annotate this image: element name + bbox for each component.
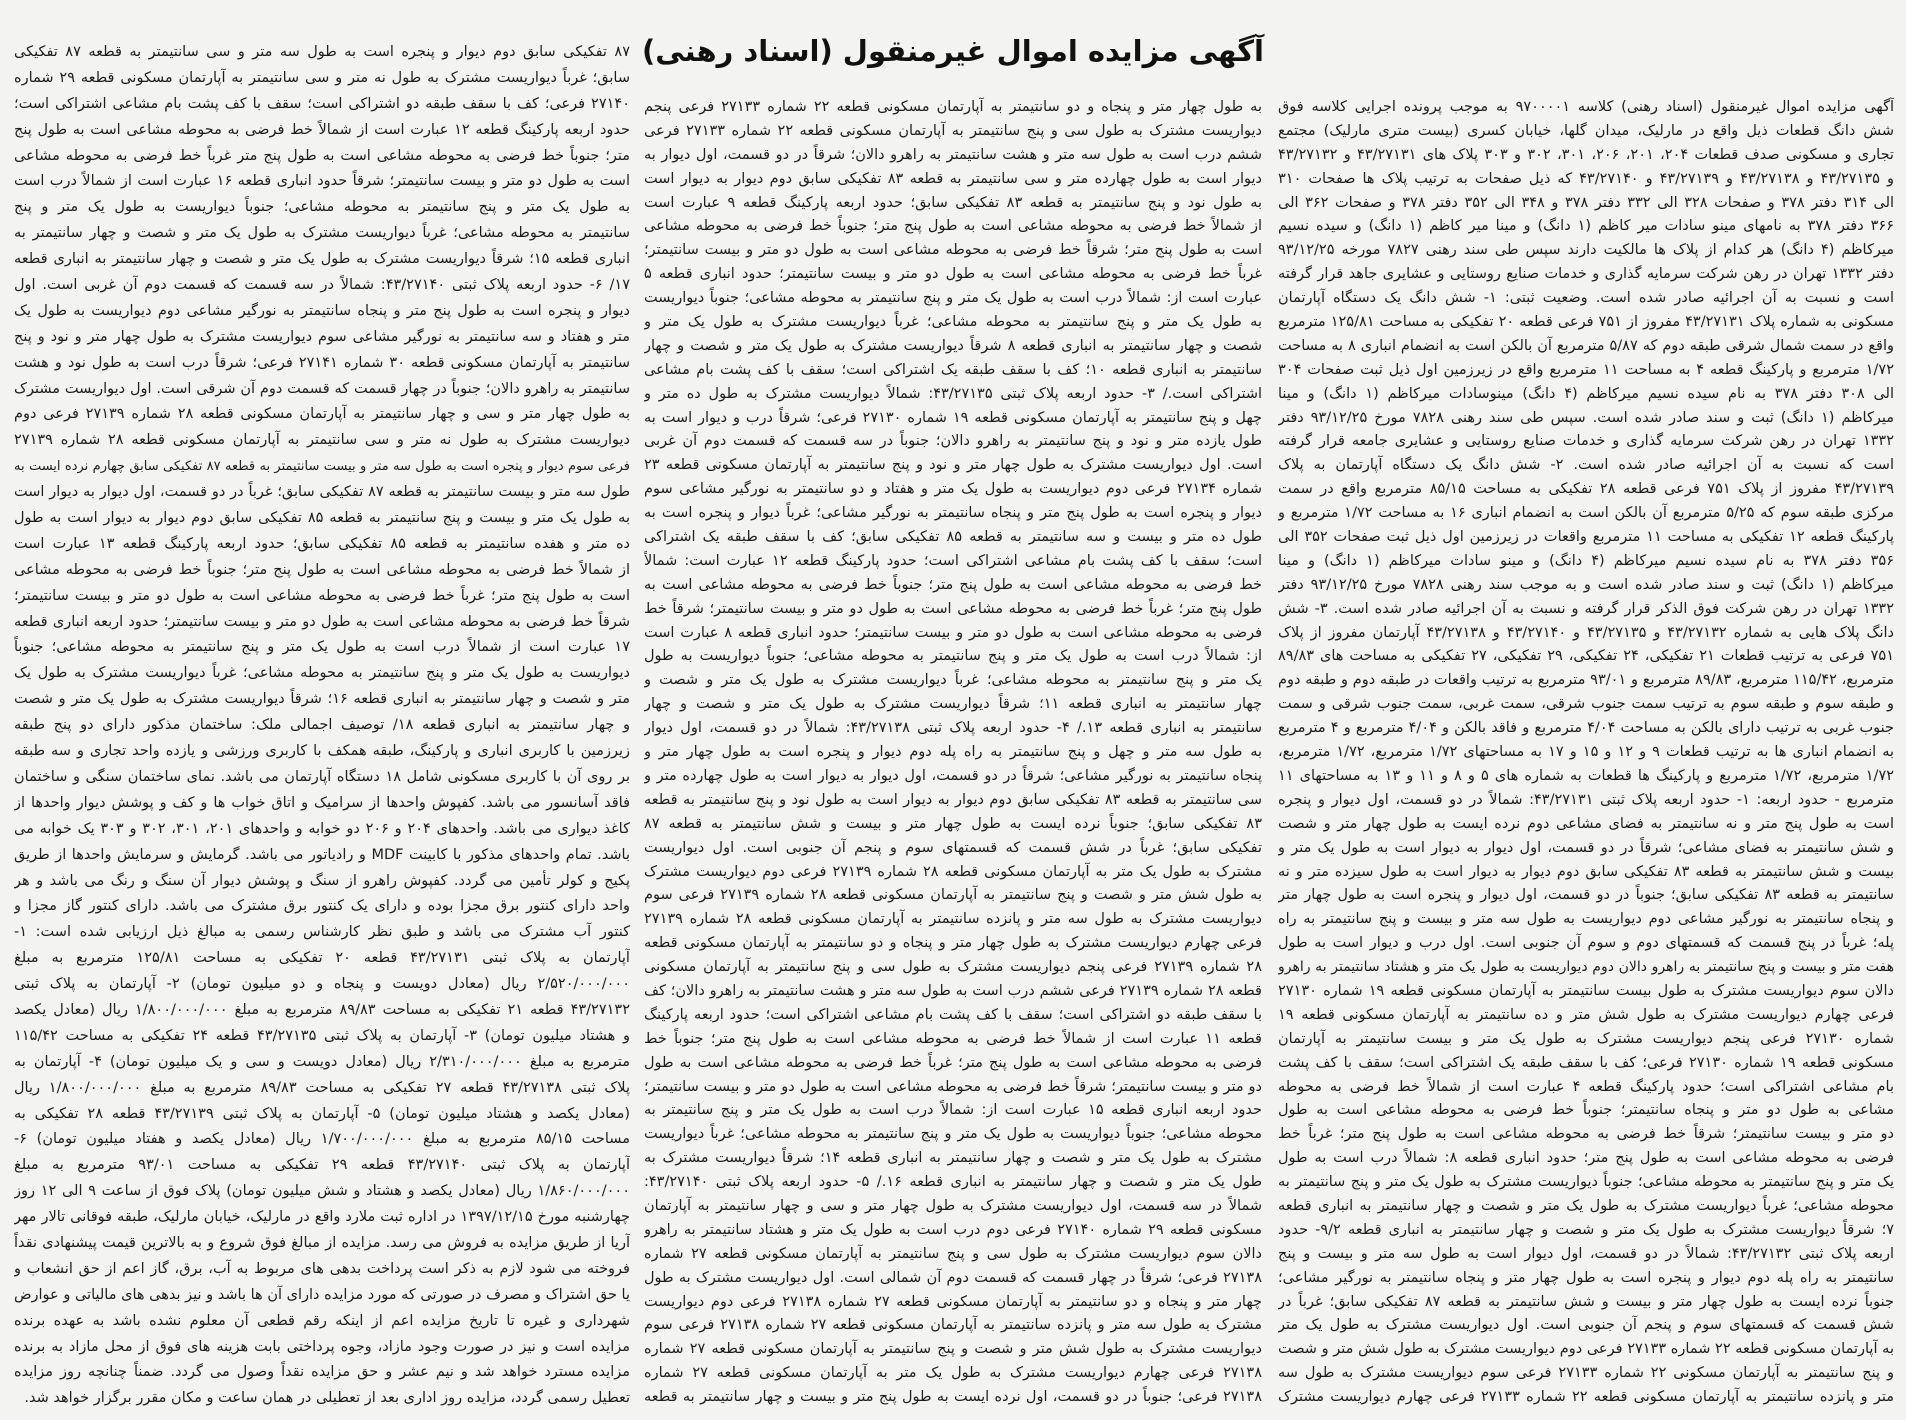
- notice-line: مشترک به طول یک متر و شصت و چهار سانتیمتر به انباری قطعه ۱۴؛ شرقاً دیواریست مشترک به: [644, 1150, 1262, 1167]
- notice-line: سانتیمتر به قطعه ۸۳ تفکیکی سابق؛ جنوباً در دو قسمت، اول دیوار و پنجره است به طول چهار متر: [1278, 887, 1894, 904]
- notice-line: شمالاً در سه قسمت، اول دیواریست مشترک به طول چهار متر و سی و چهار سانتیمتر به آپارتمان: [644, 1197, 1262, 1214]
- notice-line: هفت متر و بیست و پنج سانتیمتر به راهرو دالان دوم دیواریست به طول یک متر و هشتاد سانتیمتر به راهرو: [1278, 959, 1894, 976]
- notice-line: چهارشنبه مورخ ۱۳۹۷/۱۲/۱۵ در اداره ثبت ملارد واقع در مارلیک، خیابان مارلیک، طبقه فوقانی تالار مهر: [14, 1209, 630, 1226]
- notice-line: ۳۶۶ دفتر ۳۷۸ به نامهای مینو سادات میر کاظم (۱ دانگ) و مینا میر کاظم (۱ دانگ) و سیده نسیم: [1278, 218, 1894, 235]
- notice-line: مترمربع به مبلغ ۲/۳۱۰/۰۰۰/۰۰۰ ریال (معادل دویست و سی و یک میلیون تومان) ۴- آپارتمان به: [14, 1053, 630, 1070]
- notice-line: سانتیمتر به محوطه مشاعی؛ غرباً دیواریست مشترک به طول یک متر و شصت و چهار سانتیمتر به: [14, 225, 630, 242]
- notice-line: متر و هفتاد و سه سانتیمتر به نورگیر مشاعی سوم دیواریست مشترک به طول چهار متر و نود و پنج: [14, 328, 630, 345]
- notice-line: و پنجاه سانتیمتر به نورگیر مشاعی دوم دیواریست به طول سه متر و بیست و پنج سانتیمتر به راه: [1278, 911, 1894, 928]
- notice-line: مسکونی قطعه ۱۹ شماره ۲۷۱۳۰ فرعی؛ کف با سقف طبقه یک اشتراکی است؛ سقف با کف پشت: [1278, 1054, 1894, 1071]
- notice-line: میرکاظم (۱ دانگ) ثبت و سند صادر شده است. سپس طی سند رهنی ۷۸۲۸ مورخ ۹۳/۱۲/۲۵ دفتر: [1278, 409, 1894, 426]
- notice-line: شش دانگ قطعات ذیل واقع در مارلیک، میدان گلها، خیابان کسری (بیست متری مارلیک) مجتمع: [1278, 122, 1894, 139]
- notice-line: مرکزی طبقه سوم که ۵/۲۵ مترمربع آن بالکن است به انضمام انباری ۱۶ به مساحت ۱/۷۲ مترمربع و: [1278, 505, 1894, 522]
- notice-line: چهار سانتیمتر به انباری قطعه ۱۱؛ شرقاً دیواریست مشترک به طول یک متر و شصت و چهار: [644, 696, 1262, 713]
- notice-column-middle: [644, 96, 1262, 1410]
- notice-line: اربعه پلاک ثبتی ۴۳/۲۷۱۳۲: شمالاً در دو قسمت، اول دیوار است به طول سه متر و بیست و پنج: [1278, 1245, 1894, 1262]
- notice-line: شش قسمت که قسمتهای سوم و پنجم آن جنوبی است. اول دیواریست مشترک به طول یک متر: [1278, 1317, 1894, 1334]
- notice-line: تجاری و مسکونی صدف قطعات ۲۰۴، ۲۰۱، ۲۰۶، ۳۰۱، ۳۰۲ و ۳۰۳ پلاک های ۴۳/۲۷۱۳۱ و ۴۳/۲۷۱۳۲: [1278, 146, 1894, 163]
- notice-line: الی ۳۱۴ دفتر ۳۷۸ و صفحات ۳۲۸ الی ۳۳۲ دفتر ۳۷۸ و ۳۴۸ الی ۳۵۲ دفتر ۳۷۸ و صفحات ۳۶۲ الی: [1278, 194, 1894, 211]
- notice-line: دالان سوم دیواریست مشترک به طول بیست سانتیمتر به آپارتمان مسکونی قطعه ۱۹ شماره ۲۷۱۳۰: [1278, 982, 1894, 999]
- notice-line: تفکیکی سابق؛ غرباً در شش قسمت که قسمتهای سوم و پنجم آن جنوبی است. اول دیواریست: [644, 839, 1262, 856]
- notice-line: ۱/۷۲ مترمربع، ۱/۷۲ مترمربع و پارکینگ ها قطعات به شماره های ۵ و ۸ و ۱۱ و ۱۳ به مساحتهای ۱۱: [1278, 767, 1894, 784]
- notice-line: تعطیل رسمی گردد، مزایده روز اداری بعد از تعطیلی در همان ساعت و مکان مقرر برگزار خواهد شد.: [24, 1390, 630, 1407]
- notice-line: و طبقه سوم و طبقه سوم به ترتیب سمت جنوب شرقی، سمت غربی، سمت جنوب شرقی و سمت: [1278, 696, 1894, 713]
- notice-line: سانتیمتر به انباری قطعه ۱۰؛ کف با سقف طبقه یک اشتراکی است؛ سقف با کف پشت بام مشاعی: [644, 361, 1262, 378]
- notice-line: به طول شش متر و شصت و پنج سانتیمتر به آپارتمان مسکونی قطعه ۲۸ شماره ۲۷۱۳۹ فرعی سوم: [644, 887, 1262, 904]
- notice-line: کاغذ دیواری می باشد. واحدهای ۲۰۴ و ۲۰۶ دو خوابه و واحدهای ۲۰۱، ۳۰۱، ۳۰۲ و ۳۰۳ یک خوابه می: [14, 820, 630, 837]
- notice-line: مساحت ۸۵/۱۵ مترمربع به مبلغ ۱/۷۰۰/۰۰۰/۰۰۰ ریال (معادل یکصد و هفتاد میلیون تومان) ۶-: [14, 1131, 630, 1148]
- notice-line: دیوار است به طول چهارده متر و سی سانتیمتر به قطعه ۸۳ تفکیکی سابق دوم دیوار به دیوار است: [644, 170, 1262, 187]
- notice-line: شصت و چهار سانتیمتر به انباری قطعه ۸ شرقاً دیواریست مشترک به طول یک متر و شصت و چهار: [644, 337, 1262, 354]
- notice-line: دو متر و بیست سانتیمتر؛ شرقاً خط فرضی به محوطه مشاعی است به طول دو متر و بیست سانتیمتر؛: [644, 1078, 1262, 1095]
- notice-line: حدود اربعه انباری قطعه ۱۵ عبارت است از: شمالاً درب است به طول یک متر و پنج سانتیمتر به: [644, 1102, 1262, 1119]
- notice-line: مسکونی قطعه ۲۹ شماره ۲۷۱۴۰ فرعی دوم درب است به طول یک متر و هشتاد سانتیمتر به راهرو: [644, 1221, 1262, 1238]
- notice-line: از شمالاً خط فرضی به محوطه مشاعی است به طول پنج متر؛ جنوباً خط فرضی به محوطه مشاعی: [644, 218, 1262, 235]
- notice-line: فرعی چهارم دیواریست مشترک به طول شش متر و ده سانتیمتر به آپارتمان مسکونی قطعه ۱۹: [1278, 1006, 1894, 1023]
- notice-line: دیوار و پنجره است به طول پنج متر و پنجاه سانتیمتر به نورگیر مشاعی؛ غرباً دیوار و پنجره است به: [644, 505, 1262, 522]
- notice-line: بیست و شش سانتیمتر به قطعه ۸۳ تفکیکی سابق دوم دیوار به دیوار است به طول سیزده متر و نه: [1278, 863, 1894, 880]
- notice-line: ۲۷۱۳۸ فرعی؛ جنوباً در دو قسمت، اول نرده ایست به طول پنج متر و بیست و چهار سانتیمتر به قطعه: [644, 1389, 1262, 1406]
- notice-line: مشاعی به طول دو متر و پنجاه سانتیمتر؛ جنوباً خط فرضی به محوطه مشاعی است به طول: [1278, 1102, 1894, 1119]
- notice-line: به طول یک متر و پنج سانتیمتر به محوطه مشاعی؛ غرباً دیواریست مشترک به طول یک متر و: [644, 314, 1262, 331]
- notice-line: متر؛ جنوباً خط فرضی به محوطه مشاعی است به طول پنج متر غرباً خط فرضی به محوطه مشاعی: [14, 147, 630, 164]
- notice-line: پکیج و کولر تأمین می گردد. کفپوش راهرو از سنگ و پوشش دیوار آن سنگ و رنگ می باشد و هر: [14, 872, 630, 889]
- notice-line: شماره ۲۷۱۳۰ فرعی پنجم دیواریست مشترک به طول یک متر و بیست سانتیمتر به آپارتمان: [1278, 1030, 1894, 1047]
- notice-line: الی ۳۰۸ دفتر ۳۷۸ به نام سیده نسیم میرکاظم (۴ دانگ) مینوسادات میرکاظم (۱ دانگ) و مینا: [1278, 385, 1894, 402]
- notice-line: ۳۵۶ دفتر ۳۷۸ به نام سیده نسیم میرکاظم (۴ دانگ) و مینو سادات میرکاظم (۱ دانگ) و مینا: [1278, 552, 1894, 569]
- notice-line: آپارتمان به پلاک ثبتی ۴۳/۲۷۱۳۱ قطعه ۲۰ تفکیکی به مساحت ۱۲۵/۸۱ مترمربع به مبلغ: [14, 950, 630, 967]
- notice-line: ۲/۵۲۰/۰۰۰/۰۰۰ ریال (معادل دویست و پنجاه و دو میلیون تومان) ۲- آپارتمان به پلاک ثبتی: [14, 976, 630, 993]
- notice-line: سابق؛ غرباً دیواریست مشترک به طول نه متر و سی سانتیمتر به آپارتمان مسکونی قطعه ۲۹ شماره: [14, 69, 630, 86]
- notice-line: طول یک متر و شصت و چهار سانتیمتر به انباری قطعه ۱۶./ ۵- حدود اربعه پلاک ثبتی ۴۳/۲۷۱۴۰:: [644, 1174, 1262, 1191]
- notice-line: ۲۸ شماره ۲۷۱۳۹ فرعی پنجم دیواریست مشترک به طول سی و پنج سانتیمتر به آپارتمان مسکونی: [644, 959, 1262, 976]
- notice-line: ۲۷۱۳۸ فرعی چهارم دیواریست مشترک به طول یک متر به آپارتمان مسکونی قطعه ۲۷ شماره: [644, 1365, 1262, 1382]
- notice-line: به طول یک متر و پنج سانتیمتر به محوطه مشاعی؛ جنوباً دیواریست به طول یک متر و پنج: [14, 199, 630, 216]
- notice-line: به طول یک متر و بیست و پنج سانتیمتر به قطعه ۸۵ تفکیکی سابق دوم دیوار به دیوار است به طول: [14, 510, 630, 527]
- notice-line: پنجاه سانتیمتر به نورگیر مشاعی؛ شرقاً در دو قسمت، اول دیوار به دیوار است به طول چهارده متر و: [644, 767, 1262, 784]
- notice-line: میرکاظم (۱ دانگ) ثبت و سند صادر شده است و به موجب سند رهنی ۷۸۲۸ مورخ ۹۳/۱۲/۲۵ دفتر: [1278, 576, 1894, 593]
- notice-line: دفتر ۱۳۳۲ تهران در رهن شرکت سرمایه گذاری و خدمات صنایع روستایی و عشایری جاهد قرار گرفته: [1278, 266, 1894, 283]
- notice-line: دانگ پلاک هایی به شماره ۴۳/۲۷۱۳۲ و ۴۳/۲۷۱۳۵ و ۴۳/۲۷۱۴۰ و ۴۳/۲۷۱۳۸ آپارتمان مفروز از پلاک: [1278, 624, 1894, 641]
- notice-line: فروخته می شود لازم به ذکر است پرداخت بدهی های مربوط به آب، برق، گاز اعم از حق انشعاب و: [14, 1260, 630, 1277]
- notice-line: باشد. تمام واحدهای مذکور با کابینت MDF و رادیاتور می باشد. گرمایش و سرمایش واحدها از طریق: [14, 846, 630, 863]
- notice-line: دیواریست مشترک به طول شش متر و شصت و پنج سانتیمتر به آپارتمان مسکونی قطعه ۲۷ شماره: [644, 1341, 1262, 1358]
- notice-line: طول یازده متر و نود و پنج سانتیمتر به راهرو دالان؛ جنوباً در سه قسمت که قسمت دوم آن غربی: [644, 433, 1262, 450]
- notice-line: مترمربع، ۱۱۵/۴۲ مترمربع، ۸۹/۸۳ مترمربع و ۹۳/۰۱ مترمربع به ترتیب واقعات در طبقه دوم و طبقه دوم: [1278, 672, 1894, 689]
- notice-line: جنوباً نرده ایست به طول چهار متر و بیست و شش سانتیمتر به قطعه ۸۷ تفکیکی سابق؛ غرباً در: [1278, 1293, 1894, 1310]
- notice-line: و هشتاد میلیون تومان) ۳- آپارتمان به پلاک ثبتی ۴۳/۲۷۱۳۵ قطعه ۲۴ تفکیکی به مساحت ۱۱۵/۴۲: [14, 1027, 630, 1044]
- notice-line: بام مشاعی اشتراکی است؛ حدود پارکینگ قطعه ۴ عبارت است از شمالاً خط فرضی به محوطه: [1278, 1078, 1894, 1095]
- notice-line: دیواریست به طول یک متر و پنج سانتیمتر به محوطه مشاعی؛ غرباً دیواریست مشترک به طول یک: [14, 665, 630, 682]
- notice-line: به طول چهار متر و پنجاه و دو سانتیمتر به آپارتمان مسکونی قطعه ۲۲ شماره ۲۷۱۳۳ فرعی پنجم: [644, 99, 1262, 115]
- notice-line: طول پنج متر؛ غرباً خط فرضی به محوطه مشاعی است به طول دو متر و بیست سانتیمتر؛ شرقاً خط: [644, 600, 1262, 617]
- notice-line: واقع در سمت شمال شرقی طبقه دوم که ۵/۸۷ مترمربع آن بالکن است به انضمام انباری ۸ به مساحت: [1278, 337, 1894, 354]
- notice-column-right: [1278, 96, 1894, 1410]
- notice-line: شرقاً خط فرضی به محوطه مشاعی است به طول دو متر و بیست سانتیمتر؛ حدود اربعه انباری قطعه: [14, 613, 630, 630]
- notice-line: پله؛ غرباً در پنج قسمت که قسمتهای دوم و سوم آن جنوبی است. اول درب و دیوار است به طول: [1278, 935, 1894, 952]
- notice-line: است و نسبت به آن اجرائیه صادر شده است. وضعیت ثبتی: ۱- شش دانگ یک دستگاه آپارتمان: [1278, 290, 1894, 307]
- notice-line: ۱/۸۶۰/۰۰۰/۰۰۰ ریال (معادل یکصد و هشتاد و شش میلیون تومان) پلاک فوق از ساعت ۹ الی ۱۲ روز: [14, 1183, 630, 1200]
- notice-line: میرکاظم (۴ دانگ) هر کدام از پلاک ها مالکیت دارند سپس طی سند رهنی ۷۸۲۷ مورخه ۹۳/۱۲/۲۵: [1278, 242, 1894, 259]
- notice-line: است به طول پنج متر؛ غرباً خط فرضی به محوطه مشاعی است به طول دو متر و بیست سانتیمتر؛: [14, 587, 630, 604]
- notice-line: محوطه مشاعی؛ جنوباً دیواریست به طول یک متر و پنج سانتیمتر به محوطه مشاعی؛ غرباً دیواریست: [644, 1126, 1262, 1143]
- notice-line: ۲۷۱۴۰ فرعی؛ کف با سقف طبقه دو اشتراکی است؛ سقف با کف پشت بام مشاعی اشتراکی است؛: [14, 95, 630, 112]
- notice-line: ۱۳۳۲ تهران در رهن شرکت سرمایه گذاری و خدمات صنایع روستایی و عشایری جامعه قرار گرفته: [1278, 433, 1894, 450]
- notice-line: است به طول پنج متر و نه سانتیمتر به فضای مشاعی دوم نرده ایست به طول چهار متر و شصت: [1278, 815, 1894, 832]
- notice-line: است که نسبت به آن اجرائیه صادر شده است. ۲- شش دانگ یک دستگاه آپارتمان به پلاک: [1278, 457, 1894, 474]
- notice-line: غرباً خط فرضی به محوطه مشاعی است به طول دو متر و بیست سانتیمتر؛ حدود انباری قطعه ۵: [644, 266, 1262, 283]
- notice-line: ۴۳/۲۷۱۳۹ مفروز از پلاک ۷۵۱ فرعی قطعه ۲۸ تفکیکی به مساحت ۸۵/۱۵ مترمربع واقع در سمت: [1278, 481, 1894, 498]
- notice-line: یک متر و پنج سانتیمتر به محوطه مشاعی؛ غرباً دیواریست مشترک به طول یک متر و شصت و: [644, 672, 1262, 689]
- notice-line: مسکونی به شماره پلاک ۴۳/۲۷۱۳۱ مفروز از ۷۵۱ فرعی قطعه ۲۰ تفکیکی به مساحت ۱۲۵/۸۱ مترمربع: [1278, 314, 1894, 331]
- notice-line: از: شمالاً درب است به طول یک متر و پنج سانتیمتر به محوطه مشاعی؛ جنوباً دیواریست به طول: [644, 648, 1262, 665]
- notice-line: متر و شصت و چهار سانتیمتر به انباری قطعه ۱۶؛ شرقاً دیواریست مشترک به طول یک متر و شصت: [14, 691, 630, 708]
- notice-line: قطعه ۱۱ عبارت است از شمالاً خط فرضی به محوطه مشاعی است به طول پنج متر؛ جنوباً خط: [644, 1030, 1262, 1047]
- notice-line: ۷۵۱ فرعی به ترتیب قطعات ۲۱ تفکیکی، ۲۴ تفکیکی، ۲۹ تفکیکی، ۲۷ تفکیکی به مساحت های ۸۹/۸۳: [1278, 648, 1894, 665]
- notice-line: مزایده است و نیز در صورت وجود مازاد، وجوه پرداختی بابت هزینه های فوق از محل مازاد به برنده: [14, 1338, 630, 1355]
- notice-line: چهل و پنج سانتیمتر به آپارتمان مسکونی قطعه ۱۹ شماره ۲۷۱۳۰ فرعی؛ شرقاً درب و دیوار است به: [644, 409, 1262, 426]
- notice-line: جنوب غربی به ترتیب دارای بالکن به مساحت ۴/۰۴ مترمربع و فاقد بالکن و ۴/۰۴ مترمربع و ۴ مترمربع: [1278, 720, 1894, 737]
- notice-line: به طول چهار متر و سی و چهار سانتیمتر به آپارتمان مسکونی قطعه ۲۸ شماره ۲۷۱۳۹ فرعی دوم: [14, 406, 630, 423]
- notice-line: دیواریست مشترک به طول سه متر و پانزده سانتیمتر به آپارتمان مسکونی قطعه ۲۸ شماره ۲۷۱۳۹: [644, 911, 1262, 928]
- notice-line: است. اول دیواریست مشترک به طول چهار متر و نود و پنج سانتیمتر به آپارتمان مسکونی قطعه ۲۳: [644, 457, 1262, 474]
- notice-line: واحد دارای کنتور برق مجزا بوده و دارای یک کنتور برق مشترک می باشد. دارای کنتور گاز مجزا و: [14, 898, 630, 915]
- notice-line: ۴۳/۲۷۱۳۲ قطعه ۲۱ تفکیکی به مساحت ۸۹/۸۳ مترمربع به مبلغ ۱/۸۰۰/۰۰۰/۰۰۰ ریال (معادل یکصد: [14, 1001, 630, 1018]
- notice-line: مشترک به طول یک متر به آپارتمان مسکونی قطعه ۲۸ شماره ۲۷۱۳۹ فرعی دوم دیواریست مشترک: [644, 863, 1262, 880]
- notice-line: یک متر و پنج سانتیمتر به محوطه مشاعی؛ جنوباً دیواریست مشترک به طول یک متر و پنج سانتیمتر به: [1278, 1174, 1894, 1191]
- notice-line: دیواریست مشترک به طول سی و پنج سانتیمتر به آپارتمان مسکونی قطعه ۲۲ شماره ۲۷۱۳۳ فرعی: [644, 122, 1262, 139]
- notice-line: با سقف طبقه دو اشتراکی است؛ سقف با کف پشت بام مشاعی اشتراکی است؛ حدود اربعه پارکینگ: [644, 1006, 1262, 1023]
- notice-line: محوطه مشاعی؛ غرباً دیواریست مشترک به طول یک متر و شصت و چهار سانتیمتر به انباری قطعه: [1278, 1197, 1894, 1214]
- notice-line: فرضی به محوطه مشاعی است به طول دو متر و بیست سانتیمتر؛ حدود انباری قطعه ۸ عبارت است: [644, 624, 1262, 641]
- notice-line: دیواریست مشترک به طول نه متر و سی سانتیمتر به آپارتمان مسکونی قطعه ۲۸ شماره ۲۷۱۳۹: [14, 432, 630, 449]
- notice-line: ۱/۷۲ مترمربع و پارکینگ قطعه ۴ به مساحت ۱۱ مترمربع واقع در زیرزمین اول ذیل ثبت صفحات ۳۰۴: [1278, 361, 1894, 378]
- notice-line: فاقد آسانسور می باشد. کفپوش واحدها از سرامیک و اتاق خواب ها و کف و پوشش دیوار واحدها از: [14, 794, 630, 811]
- notice-line: است به طول پنج متر؛ شرقاً خط فرضی به محوطه مشاعی است به طول دو متر و بیست سانتیمتر؛: [644, 242, 1262, 259]
- notice-line: آریا از طریق مزایده به فروش می رسد. مزایده از مبالغ فوق شروع و به بالاترین قیمت پیشنهادی نقداً: [14, 1234, 630, 1251]
- notice-line: اشتراکی است./ ۳- حدود اربعه پلاک ثبتی ۴۳/۲۷۱۳۵: شمالاً دیواریست مشترک به طول ده متر و: [644, 385, 1262, 402]
- notice-line: سانتیمتر به راه پله دوم دیوار و پنجره است به طول چهار متر و پنجاه سانتیمتر به نورگیر مشاعی؛: [1278, 1269, 1894, 1286]
- notice-title: آگهی مزایده اموال غیرمنقول (اسناد رهنی): [642, 34, 1264, 68]
- notice-line: ۱۷ عبارت است از شمالاً درب است به طول یک متر و پنج سانتیمتر به محوطه مشاعی؛ جنوباً: [14, 639, 630, 656]
- notice-line: است به طول دو متر و بیست سانتیمتر؛ شرقاً حدود انباری قطعه ۱۶ عبارت است از شمالاً درب است: [14, 173, 630, 190]
- notice-line: از شمالاً خط فرضی به محوطه مشاعی است به طول پنج متر؛ جنوباً خط فرضی به محوطه مشاعی: [14, 561, 630, 578]
- notice-line: و شش سانتیمتر به فضای مشاعی؛ شرقاً در دو قسمت، اول دیوار به دیوار است به طول یک متر و: [1278, 839, 1894, 856]
- notice-line: و چهار سانتیمتر به انباری قطعه ۱۸/ توصیف اجمالی ملک: ساختمان مذکور دارای دو پنج طبقه: [14, 717, 630, 734]
- notice-line: ۸۷ تفکیکی سابق دوم دیوار و پنجره است به طول سه متر و سی سانتیمتر به قطعه ۸۷ تفکیکی: [14, 44, 630, 60]
- notice-line: آگهی مزایده اموال غیرمنقول (اسناد رهنی) کلاسه ۹۷۰۰۰۰۱ به موجب پرونده اجرایی کلاسه فوق: [1278, 99, 1894, 115]
- notice-line: ششم درب است به طول سه متر و هشت سانتیمتر به راهرو دالان؛ شرقاً در دو قسمت، اول دیوار به: [644, 146, 1262, 163]
- notice-line: طول ده متر و بیست و سه سانتیمتر به قطعه ۸۵ تفکیکی سابق؛ کف با سقف طبقه یک اشتراکی: [644, 529, 1262, 546]
- notice-line: پارکینگ قطعه ۱۲ تفکیکی به مساحت ۱۱ مترمربع واقعات در زیرزمین اول ذیل ثبت صفحات ۳۵۲ الی: [1278, 529, 1894, 546]
- notice-line: فرضی به محوطه مشاعی است به طول پنج متر؛ غرباً خط فرضی به محوطه مشاعی است به طول: [644, 1054, 1262, 1071]
- notice-line: و ۴۳/۲۷۱۳۵ و ۴۳/۲۷۱۳۸ و ۴۳/۲۷۱۳۹ و ۴۳/۲۷۱۴۰ که ذیل صفحات به ترتیب پلاک ها صفحات ۳۱۰: [1278, 170, 1894, 187]
- notice-line: دو متر و بیست سانتیمتر؛ شرقاً خط فرضی به محوطه مشاعی است به طول پنج متر؛ غرباً خط: [1278, 1126, 1894, 1143]
- notice-line: قطعه ۲۸ شماره ۲۷۱۳۹ فرعی ششم درب است به طول سه متر و هشت سانتیمتر به راهرو دالان؛ کف: [644, 982, 1262, 999]
- notice-line: سانتیمتر به انباری قطعه ۱۳./ ۴- حدود اربعه پلاک ثبتی ۴۳/۲۷۱۳۸: شمالاً در دو قسمت، اول دیوار: [644, 720, 1262, 737]
- notice-line: دالان سوم دیواریست مشترک به طول سی و پنج سانتیمتر به آپارتمان مسکونی قطعه ۲۷ شماره: [644, 1245, 1262, 1262]
- notice-line: بر روی آن با کاربری مسکونی شامل ۱۸ دستگاه آپارتمان می باشد. نمای ساختمان سنگی و ساختمان: [14, 768, 630, 785]
- notice-line: و پنج سانتیمتر به آپارتمان مسکونی ۲۲ شماره ۲۷۱۳۳ فرعی سوم دیواریست مشترک به طول سه: [1278, 1365, 1894, 1382]
- notice-line: زیرزمین با کاربری انباری و پارکینگ، طبقه همکف با کاربری ورزشی و یازده واحد تجاری و سه طبقه: [14, 743, 630, 760]
- notice-line: فرعی سوم دیوار و پنجره است به طول سه متر و بیست سانتیمتر به قطعه ۸۷ تفکیکی سابق چهارم نرده ایست به: [14, 459, 630, 475]
- notice-line: فرضی به محوطه مشاعی است به طول پنج متر؛ حدود انباری قطعه ۸: شمالاً درب است به طول: [1278, 1150, 1894, 1167]
- notice-line: حدود اربعه پارکینگ قطعه ۱۲ عبارت است از شمالاً خط فرضی به محوطه مشاعی است به طول پنج: [14, 121, 630, 138]
- notice-line: مترمربع - حدود اربعه: ۱- حدود اربعه پلاک ثبتی ۴۳/۲۷۱۳۱: شمالاً در دو قسمت، اول دیوار و پنجره: [1278, 791, 1894, 808]
- notice-line: به طول نود و پنج سانتیمتر به قطعه ۸۳ تفکیکی سابق؛ حدود اربعه پارکینگ قطعه ۹ عبارت است: [644, 194, 1262, 211]
- notice-line: فرعی چهارم دیواریست مشترک به طول چهار متر و پنجاه و دو سانتیمتر به آپارتمان مسکونی قطعه: [644, 935, 1262, 952]
- notice-line: (معادل یکصد و هشتاد میلیون تومان) ۵- آپارتمان به پلاک ثبتی ۴۳/۲۷۱۳۹ قطعه ۲۸ تفکیکی به: [14, 1105, 630, 1122]
- notice-line: مشترک به طول سه متر و پانزده سانتیمتر به آپارتمان مسکونی قطعه ۲۷ شماره ۲۷۱۳۸ فرعی سوم: [644, 1317, 1262, 1334]
- notice-column-left: [14, 40, 630, 1412]
- notice-line: شهرداری و غیره تا تاریخ مزایده اعم از اینکه رقم قطعی آن معلوم نشده باشد به عهده برنده: [14, 1312, 630, 1329]
- notice-line: عبارت است از: شمالاً درب است به طول یک متر و پنج سانتیمتر به محوطه مشاعی؛ جنوباً دیواریست: [644, 290, 1262, 307]
- notice-line: یا حق اشتراک و مصرف در صورتی که مورد مزایده دارای آن ها باشد و نیز بدهی های مالیاتی و عوارض: [14, 1286, 630, 1303]
- notice-line: ۸۳ تفکیکی سابق؛ جنوباً نرده ایست به طول چهار متر و بیست و شش سانتیمتر به قطعه ۸۷: [644, 815, 1262, 832]
- notice-line: ۱۳۳۲ تهران در رهن شرکت فوق الذکر قرار گرفته و نسبت به آن اجرائیه صادر شده است. ۳- شش: [1278, 600, 1894, 617]
- notice-line: است؛ سقف با کف پشت بام مشاعی اشتراکی است؛ حدود پارکینگ قطعه ۱۲ عبارت است: شمالاً: [644, 552, 1262, 569]
- notice-line: به انضمام انباری ها به ترتیب قطعات ۹ و ۱۲ و ۱۵ و ۱۷ به مساحتهای ۱/۷۲ مترمربع، ۱/۷۲ مترمربع،: [1278, 744, 1894, 761]
- notice-line: به آپارتمان مسکونی قطعه ۲۲ شماره ۲۷۱۳۳ فرعی دوم دیواریست مشترک به طول شش متر و شصت: [1278, 1341, 1894, 1358]
- notice-line: دیوار و پنجره است به طول پنج متر و پنجاه سانتیمتر به نورگیر مشاعی دوم دیواریست به طول یک: [14, 302, 630, 319]
- notice-line: متر و پانزده سانتیمتر به آپارتمان مسکونی قطعه ۲۲ شماره ۲۷۱۳۳ فرعی چهارم دیواریست مشترک: [1278, 1389, 1894, 1406]
- notice-line: چهار متر و پنجاه و دو سانتیمتر به آپارتمان مسکونی قطعه ۲۷ شماره ۲۷۱۳۸ فرعی دوم دیواریست: [644, 1293, 1262, 1310]
- notice-line: ده متر و هفده سانتیمتر به قطعه ۸۵ تفکیکی سابق؛ حدود اربعه پارکینگ قطعه ۱۳ عبارت است: [14, 535, 630, 552]
- notice-line: ۷؛ شرقاً دیواریست مشترک به طول یک متر و شصت و چهار سانتیمتر به انباری قطعه ۹/۲- حدود: [1278, 1221, 1894, 1238]
- notice-line: آپارتمان به پلاک ثبتی ۴۳/۲۷۱۴۰ قطعه ۲۹ تفکیکی به مساحت ۹۳/۰۱ مترمربع به مبلغ: [14, 1157, 630, 1174]
- notice-line: سی سانتیمتر به قطعه ۸۳ تفکیکی سابق دوم دیوار به دیوار است به طول نود و پنج سانتیمتر به قطعه: [644, 791, 1262, 808]
- notice-line: خط فرضی به محوطه مشاعی است به طول پنج متر؛ جنوباً خط فرضی به محوطه مشاعی است به: [644, 576, 1262, 593]
- notice-line: ۲۷۱۳۸ فرعی؛ شرقاً در چهار قسمت که قسمت دوم آن شمالی است. اول دیواریست مشترک به طول: [644, 1269, 1262, 1286]
- notice-line: شماره ۲۷۱۳۴ فرعی دوم دیواریست به طول یک متر و هفتاد و دو سانتیمتر به نورگیر مشاعی سوم: [644, 481, 1262, 498]
- notice-line: سانتیمتر به راهرو دالان؛ جنوباً در چهار قسمت که قسمت دوم آن شرقی است. اول دیواریست مشترک: [14, 380, 630, 397]
- notice-line: طول سه متر و بیست سانتیمتر به قطعه ۸۷ تفکیکی سابق؛ غرباً در دو قسمت، اول دیوار به دیوار است: [14, 484, 630, 501]
- notice-line: ۱۷/ ۶- حدود اربعه پلاک ثبتی ۴۳/۲۷۱۴۰: شمالاً در سه قسمت که قسمت دوم آن غربی است. اول: [14, 277, 630, 294]
- notice-line: به طول سه متر و چهل و پنج سانتیمتر به راه پله دوم دیوار و پنجره است به طول چهار متر و: [644, 744, 1262, 761]
- notice-line: پلاک ثبتی ۴۳/۲۷۱۳۸ قطعه ۲۷ تفکیکی به مساحت ۸۹/۸۳ مترمربع به مبلغ ۱/۸۰۰/۰۰۰/۰۰۰ ریال: [14, 1079, 630, 1096]
- notice-line: مزایده مسترد خواهد شد و نیم عشر و حق مزایده نقداً وصول می گردد. ضمناً چنانچه روز مزایده: [14, 1364, 630, 1381]
- notice-line: سانتیمتر به آپارتمان مسکونی قطعه ۳۰ شماره ۲۷۱۴۱ فرعی؛ شرقاً درب است به طول نود و هشت: [14, 354, 630, 371]
- notice-line: کنتور آب مشترک می باشد و طبق نظر کارشناس رسمی به مبالغ ذیل ارزیابی شده است: ۱-: [14, 924, 630, 941]
- notice-line: انباری قطعه ۱۵؛ شرقاً دیواریست مشترک به طول یک متر و شصت و چهار سانتیمتر به انباری قطعه: [14, 251, 630, 268]
